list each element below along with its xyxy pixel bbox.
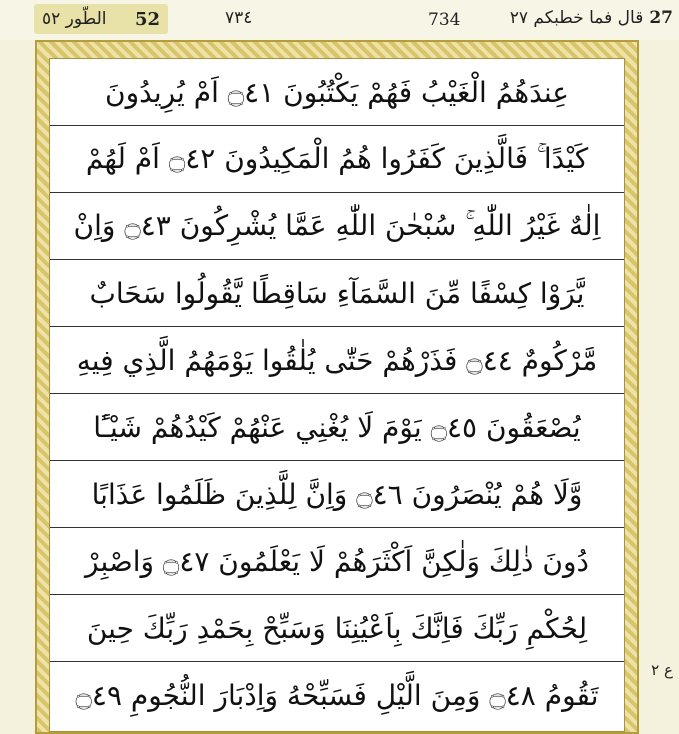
page-number-arabic: ٧٣٤	[225, 8, 253, 28]
page-header	[0, 0, 679, 40]
ayah-text: مَّرْكُومٌ ۝٤٤ فَذَرْهُمْ حَتّٰى يُلٰقُوا يَوْمَهُمُ الَّذِي فِيهِ	[76, 343, 598, 377]
text-line-6	[50, 394, 624, 461]
ayah-text: عِندَهُمُ الْغَيْبُ فَهُمْ يَكْتُبُونَ ۝٤١ اَمْ يُرِيدُونَ	[105, 75, 569, 109]
ayah-text: يَّرَوْا كِسْفًا مِّنَ السَّمَآءِ سَاقِطًا يَّقُولُوا سَحَابٌ	[89, 276, 585, 310]
page-number: 734	[428, 10, 461, 30]
text-line-8	[50, 528, 624, 595]
juz-name: قال فما خطبكم ٢٧	[509, 8, 644, 28]
text-line-4	[50, 260, 624, 327]
text-line-1	[50, 59, 624, 126]
surah-number: 52	[134, 8, 160, 30]
surah-tab	[34, 4, 168, 34]
ayah-text: اِلٰهٌ غَيْرُ اللّٰهِ ۚ سُبْحٰنَ اللّٰهِ عَمَّا يُشْرِكُونَ ۝٤٣ وَاِنْ	[73, 209, 601, 242]
text-line-5	[50, 327, 624, 394]
text-line-7	[50, 461, 624, 528]
ayah-text: تَقُومُ ۝٤٨ وَمِنَ الَّيْلِ فَسَبِّحْهُ وَاِدْبَارَ النُّجُومِ ۝٤٩	[75, 679, 599, 712]
juz-info	[510, 8, 673, 28]
text-line-10	[50, 662, 624, 729]
ayah-text: وَّلَا هُمْ يُنْصَرُونَ ۝٤٦ وَاِنَّ لِلَّذِينَ ظَلَمُوا عَذَابًا	[91, 477, 583, 511]
ayah-text: كَيْدًا ۚ فَالَّذِينَ كَفَرُوا هُمُ الْمَكِيدُونَ ۝٤٢ اَمْ لَهُمْ	[85, 142, 589, 175]
text-line-3	[50, 193, 624, 260]
surah-name: الطّور ٥٢	[42, 9, 107, 29]
ayah-text: دُونَ ذٰلِكَ وَلٰكِنَّ اَكْثَرَهُمْ لَا يَعْلَمُونَ ۝٤٧ وَاصْبِرْ	[85, 544, 589, 578]
juz-number: 27	[649, 8, 673, 28]
page-frame	[35, 40, 639, 734]
text-line-9	[50, 595, 624, 662]
text-area	[49, 58, 625, 732]
ayah-text: لِحُكْمِ رَبِّكَ فَاِنَّكَ بِاَعْيُنِنَا وَسَبِّحْ بِحَمْدِ رَبِّكَ حِينَ	[86, 611, 588, 645]
text-line-2	[50, 126, 624, 193]
ruku-margin-mark: ع ٢	[651, 661, 673, 679]
ayah-text: يُصْعَقُونَ ۝٤٥ يَوْمَ لَا يُغْنِي عَنْهُمْ كَيْدُهُمْ شَيْـًٔا	[93, 410, 581, 444]
